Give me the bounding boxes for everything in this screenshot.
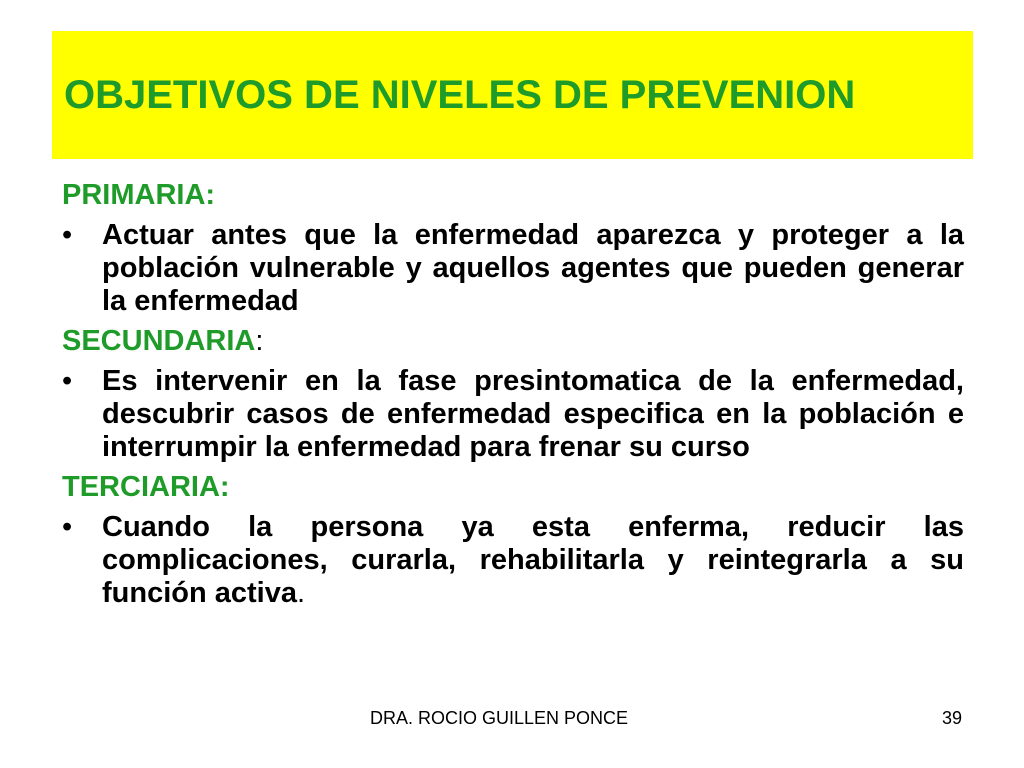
heading-primaria-colon: : bbox=[205, 179, 216, 211]
footer-author: DRA. ROCIO GUILLEN PONCE bbox=[370, 708, 629, 728]
heading-primaria bbox=[62, 179, 964, 212]
page-number: 39 bbox=[942, 708, 963, 728]
list-item bbox=[62, 511, 964, 610]
list-item bbox=[62, 365, 964, 464]
bullet-text-terciaria bbox=[102, 511, 964, 610]
bullet-text-terciaria-body: Cuando la persona ya esta enferma, reducir las complicaciones, curarla, rehabilitarla y reintegrarla a su función activa bbox=[102, 511, 964, 609]
heading-primaria-label: PRIMARIA bbox=[62, 179, 206, 211]
bullet-text-secundaria: Es intervenir en la fase presintomatica de la enfermedad, descubrir casos de enfermedad especifica en la población e interrumpir la enfermedad para frenar su curso bbox=[102, 365, 964, 463]
heading-secundaria bbox=[62, 325, 964, 358]
list-item bbox=[62, 219, 964, 318]
bullet-icon: • bbox=[62, 219, 73, 251]
bullet-text-primaria: Actuar antes que la enfermedad aparezca y proteger a la población vulnerable y aquellos agentes que pueden generar la enfermedad bbox=[102, 219, 964, 317]
bullet-text-terciaria-period: . bbox=[297, 577, 306, 609]
heading-terciaria bbox=[62, 471, 964, 504]
bullet-icon: • bbox=[62, 511, 73, 543]
heading-terciaria-colon: : bbox=[219, 471, 230, 503]
slide-title: OBJETIVOS DE NIVELES DE PREVENION bbox=[64, 72, 856, 117]
heading-secundaria-label: SECUNDARIA bbox=[62, 325, 256, 357]
bullet-icon: • bbox=[62, 365, 73, 397]
title-banner bbox=[52, 31, 973, 159]
heading-terciaria-label: TERCIARIA bbox=[62, 471, 220, 503]
heading-secundaria-colon: : bbox=[255, 325, 264, 357]
slide-body bbox=[62, 179, 964, 617]
